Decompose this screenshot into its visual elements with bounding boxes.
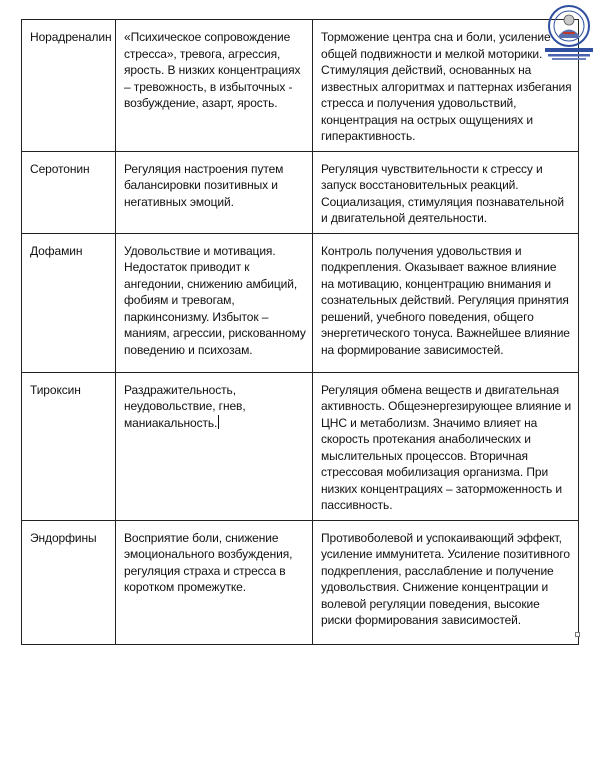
regulation-cell[interactable]: Регуляция чувствительности к стрессу и запуск восстановительных реакций. Социализация, стимуляция познавательной и двигательной деятельности. xyxy=(313,151,579,233)
table-row xyxy=(22,372,579,520)
effect-text: Раздражительность, неудовольствие, гнев, маниакальность. xyxy=(124,382,246,430)
substance-name-cell[interactable]: Серотонин xyxy=(22,151,116,233)
effect-cell[interactable]: Регуляция настроения путем балансировки позитивных и негативных эмоций. xyxy=(116,151,313,233)
table-row xyxy=(22,233,579,372)
effect-cell[interactable]: Восприятие боли, снижение эмоционального возбуждения, регуляция страха и стресса в коротком промежутке. xyxy=(116,520,313,644)
regulation-cell[interactable]: Торможение центра сна и боли, усиление общей подвижности и мелкой моторики. Стимуляция действий, основанных на известных алгоритмах и паттернах избегания стресса и получения удовольствий, концентрация на острых ощущениях и гиперактивность. xyxy=(313,20,579,152)
text-cursor xyxy=(218,415,219,429)
regulation-cell[interactable]: Контроль получения удовольствия и подкрепления. Оказывает важное влияние на мотивацию, концентрацию внимания и сознательных действий. Регуляция принятия решений, учебного поведения, общего энергетического тонуса. Важнейшее влияние на формирование зависимостей. xyxy=(313,233,579,372)
effect-cell[interactable]: Удовольствие и мотивация. Недостаток приводит к ангедонии, снижению амбиций, фобиям и тревогам, паркинсонизму. Избыток – маниям, агрессии, рискованному поведению и психозам. xyxy=(116,233,313,372)
regulation-cell[interactable]: Противоболевой и успокаивающий эффект, усиление иммунитета. Усиление позитивного подкрепления, расслабление и получение удовольствия. Снижение концентрации и волевой регуляции поведения, высокие риски формирования зависимостей. xyxy=(313,520,579,644)
substance-name-cell[interactable]: Норадреналин xyxy=(22,20,116,152)
circular-seal-logo-icon xyxy=(540,2,598,66)
substance-name-cell[interactable]: Эндорфины xyxy=(22,520,116,644)
table-row xyxy=(22,20,579,152)
substance-name-cell[interactable]: Тироксин xyxy=(22,372,116,520)
table-resize-handle[interactable] xyxy=(575,632,580,637)
regulation-cell[interactable]: Регуляция обмена веществ и двигательная активность. Общеэнергезирующее влияние и ЦНС и метаболизм. Значимо влияет на скорость протекания анаболических и мыслительных процессов. Вторичная стрессовая мобилизация организма. При низких концентрациях – заторможенность и пассивность. xyxy=(313,372,579,520)
neurotransmitter-table xyxy=(21,19,579,645)
effect-cell[interactable]: «Психическое сопровождение стресса», тревога, агрессия, ярость. В низких концентрациях – тревожность, в избыточных - возбуждение, азарт, ярость. xyxy=(116,20,313,152)
table-row xyxy=(22,520,579,644)
effect-cell[interactable] xyxy=(116,372,313,520)
substance-name-cell[interactable]: Дофамин xyxy=(22,233,116,372)
table-row xyxy=(22,151,579,233)
